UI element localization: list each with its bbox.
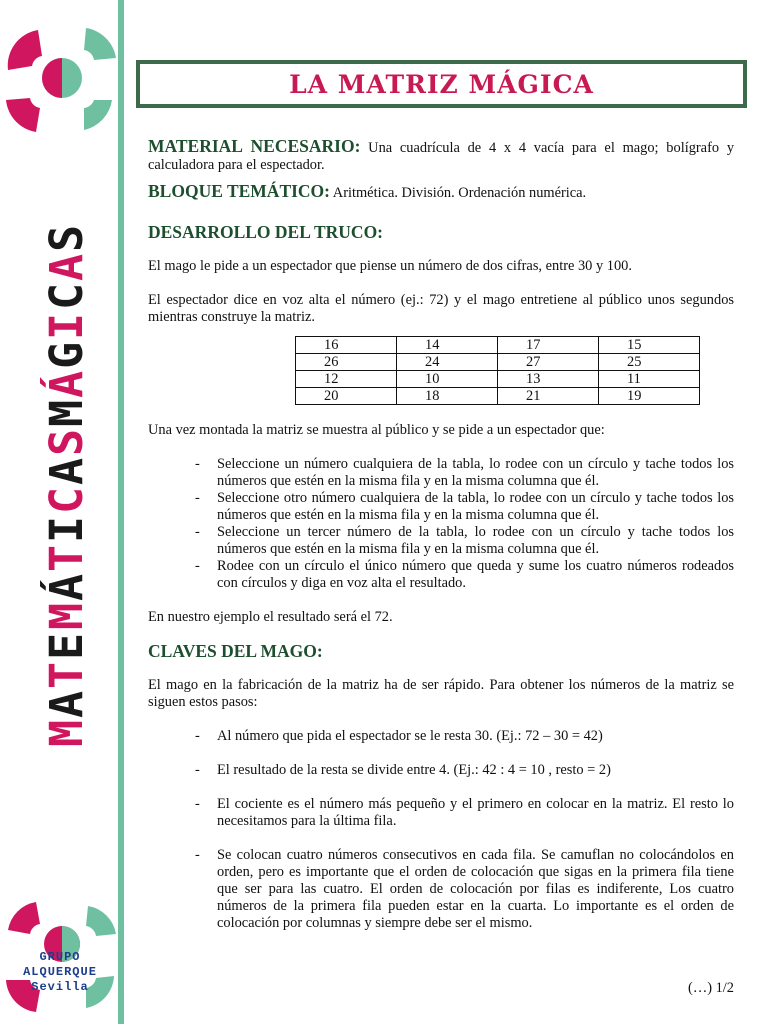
title-glyph: S (40, 223, 93, 253)
title-box (136, 60, 747, 108)
matrix-row (296, 354, 700, 371)
group-line-2: ALQUERQUE (23, 965, 97, 979)
list-item (148, 490, 734, 524)
step-text: Al número que pida el espectador se le resta 30. (Ej.: 72 – 30 = 42) (217, 728, 603, 744)
bloque-paragraph (148, 183, 734, 202)
matrix-cell: 19 (599, 388, 700, 405)
desarrollo-p4: En nuestro ejemplo el resultado será el 72. (148, 609, 393, 625)
matrix-cell: 13 (498, 371, 599, 388)
step-text: Seleccione un tercer número de la tabla, lo rodee con un círculo y tache todos los números que estén en la misma fila y en la misma columna que él. (217, 524, 734, 557)
list-dash: - (195, 558, 200, 574)
list-dash: - (195, 796, 200, 812)
step-text: Se colocan cuatro números consecutivos en cada fila. Se camuflan no colocándolos en orden, pero es importante que el orden de colocación que sigas en la primera fila tiene que ser para las cuatro. El orden de colocación por filas es indiferente, Los cuatro números de la primera fila pueden estar en la cuarta. Lo importante es el orden de colocación por columnas y siempre debe ser el mismo. (217, 847, 734, 931)
document-body (148, 138, 734, 932)
list-dash: - (195, 847, 200, 863)
list-item (148, 558, 734, 592)
title-glyph: A (40, 688, 93, 718)
matrix-cell: 18 (397, 388, 498, 405)
bloque-text: Aritmética. División. Ordenación numérica. (330, 185, 587, 201)
group-line-1: GRUPO (39, 950, 81, 964)
material-label: MATERIAL NECESARIO: (148, 136, 361, 156)
title-glyph: M (40, 397, 93, 427)
claves-heading: CLAVES DEL MAGO: (148, 641, 323, 661)
group-line-3: Sevilla (31, 980, 89, 994)
title-glyph: G (40, 339, 93, 369)
matrix-cell: 27 (498, 354, 599, 371)
matrix-cell: 25 (599, 354, 700, 371)
pink-arc-top-left (8, 30, 42, 70)
green-leaf-top-right (84, 28, 116, 60)
list-item (148, 456, 734, 490)
matrix-cell: 12 (296, 371, 397, 388)
list-dash: - (195, 762, 200, 778)
title-glyph: Á (40, 572, 93, 602)
green-leaf-bottom-right (86, 906, 116, 936)
desarrollo-steps (148, 456, 734, 592)
desarrollo-p1: El mago le pide a un espectador que piense un número de dos cifras, entre 30 y 100. (148, 258, 632, 274)
list-dash: - (195, 490, 200, 506)
title-glyph: A (40, 252, 93, 282)
desarrollo-heading: DESARROLLO DEL TRUCO: (148, 222, 384, 242)
step-text: Rodee con un círculo el único número que queda y sume los cuatro números rodeados con círculos y diga en voz alta el resultado. (217, 558, 734, 591)
page-title: LA MATRIZ MÁGICA (289, 69, 594, 99)
step-text: Seleccione un número cualquiera de la tabla, lo rodee con un círculo y tache todos los números que estén en la misma fila y en la misma columna que él. (217, 456, 734, 489)
desarrollo-p2: El espectador dice en voz alta el número (ej.: 72) y el mago entretiene al público unos segundos mientras construye la matriz. (148, 292, 734, 325)
step-text: El cociente es el número más pequeño y el primero en colocar en la matriz. El resto lo necesitamos para la última fila. (217, 796, 734, 829)
matrix-row (296, 388, 700, 405)
matrix-cell: 14 (397, 337, 498, 354)
matrix-cell: 16 (296, 337, 397, 354)
matrix-cell: 15 (599, 337, 700, 354)
list-item (148, 847, 734, 932)
claves-steps (148, 728, 734, 932)
title-glyph: I (40, 514, 93, 544)
list-item (148, 728, 734, 745)
title-glyph: C (40, 281, 93, 311)
group-logo (4, 950, 116, 995)
title-glyph: S (40, 426, 93, 456)
vertical-series-title (38, 70, 96, 900)
title-glyph: I (40, 310, 93, 340)
title-glyph: Á (40, 368, 93, 398)
title-glyph: M (40, 601, 93, 631)
desarrollo-p3: Una vez montada la matriz se muestra al público y se pide a un espectador que: (148, 422, 605, 438)
title-glyph: C (40, 485, 93, 515)
claves-p1: El mago en la fabricación de la matriz ha de ser rápido. Para obtener los números de la matriz se siguen estos pasos: (148, 677, 734, 710)
material-text: Una cuadrícula de 4 x 4 vacía para el mago; bolígrafo y calculadora para el espectador. (148, 140, 735, 173)
title-glyph: M (40, 717, 93, 747)
list-dash: - (195, 728, 200, 744)
matrix-cell: 24 (397, 354, 498, 371)
list-item (148, 762, 734, 779)
step-text: El resultado de la resta se divide entre 4. (Ej.: 42 : 4 = 10 , resto = 2) (217, 762, 611, 778)
matrix-cell: 26 (296, 354, 397, 371)
title-glyph: T (40, 543, 93, 573)
matrix-cell: 17 (498, 337, 599, 354)
matrix-cell: 11 (599, 371, 700, 388)
pink-arc-mid-left (6, 98, 40, 132)
title-glyph: E (40, 630, 93, 660)
sidebar (0, 0, 126, 1024)
matrix-cell: 20 (296, 388, 397, 405)
list-dash: - (195, 524, 200, 540)
magic-matrix (295, 336, 700, 405)
matrix-row (296, 371, 700, 388)
matrix-cell: 21 (498, 388, 599, 405)
page-marker: (…) 1/2 (688, 980, 734, 996)
material-paragraph (148, 138, 734, 174)
title-glyph: A (40, 455, 93, 485)
list-item (148, 796, 734, 830)
matrix-row (296, 337, 700, 354)
title-glyph: T (40, 659, 93, 689)
green-vertical-rule (118, 0, 124, 1024)
pink-arc-bottom-left (8, 902, 40, 934)
step-text: Seleccione otro número cualquiera de la tabla, lo rodee con un círculo y tache todos los números que estén en la misma fila y en la misma columna que él. (217, 490, 734, 523)
list-dash: - (195, 456, 200, 472)
bloque-label: BLOQUE TEMÁTICO: (148, 181, 330, 201)
matrix-cell: 10 (397, 371, 498, 388)
list-item (148, 524, 734, 558)
